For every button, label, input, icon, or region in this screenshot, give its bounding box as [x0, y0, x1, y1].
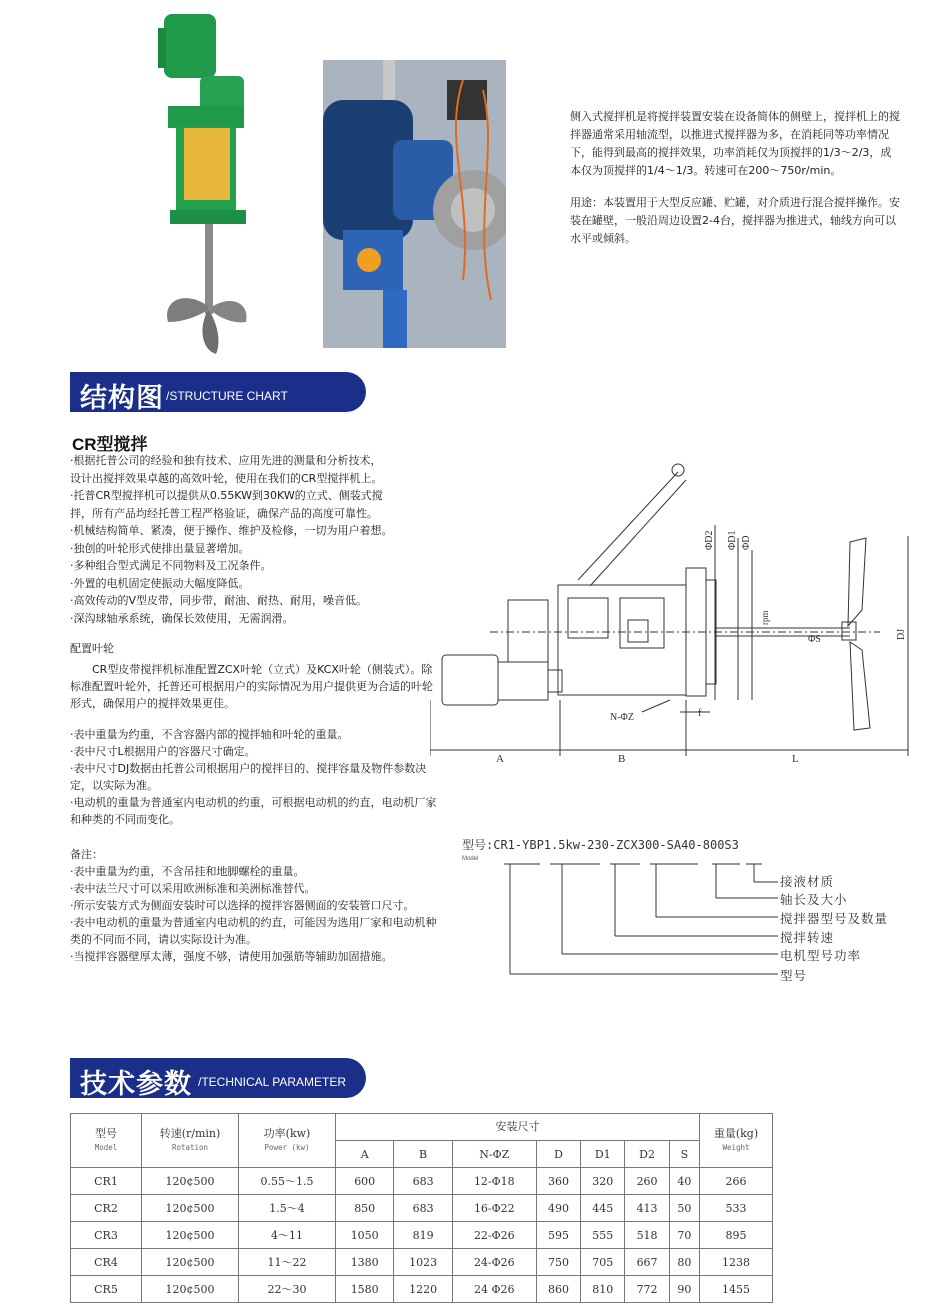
table-cell: 24-Φ26	[452, 1249, 536, 1276]
table-cell: 533	[700, 1195, 773, 1222]
note-item: ·表中尺寸DJ数据由托普公司根据用户的搅拌目的、搅拌容量及物件参数决定，以实际为准。	[70, 762, 427, 792]
technical-parameter-subtitle: /TECHNICAL PARAMETER	[198, 1075, 347, 1089]
dim-d2-label: ΦD2	[704, 530, 715, 550]
impeller-title: 配置叶轮	[70, 642, 114, 655]
feature-item: ·多种组合型式满足不同物料及工况条件。	[70, 559, 272, 572]
header-dim: D	[536, 1141, 580, 1168]
table-cell: 810	[581, 1276, 625, 1303]
table-row	[71, 1249, 773, 1276]
table-cell: 772	[625, 1276, 669, 1303]
table-cell: CR3	[71, 1222, 142, 1249]
table-header-row	[71, 1114, 773, 1141]
feature-item: ·独创的叶轮形式使排出量显著增加。	[70, 541, 250, 555]
dim-f-label: f	[698, 708, 702, 719]
header-weight	[700, 1114, 773, 1168]
header-model-en: Model	[94, 1142, 118, 1152]
table-cell: 490	[536, 1195, 580, 1222]
table-cell: 555	[581, 1222, 625, 1249]
table-cell: 120¢500	[142, 1195, 239, 1222]
table-cell: 705	[581, 1249, 625, 1276]
note-item: ·表中重量为约重，不含吊挂和地脚螺栓的重量。	[70, 865, 305, 878]
intro-text	[570, 108, 900, 262]
feature-item: ·托普CR型搅拌机可以提供从0.55KW到30KW的立式、侧装式搅	[70, 489, 383, 502]
header-weight-cn: 重量(kg)	[713, 1126, 759, 1140]
header-rotation	[142, 1114, 239, 1168]
table-cell: 1023	[394, 1249, 452, 1276]
table-cell: 4～11	[239, 1222, 336, 1249]
table-cell: 40	[669, 1168, 699, 1195]
feature-item: ·机械结构简单、紧凑，便于操作、维护及检修，一切为用户着想。	[70, 524, 393, 537]
header-power-cn: 功率(kw)	[263, 1126, 311, 1140]
feature-item: 拌，所有产品均经托普工程严格验证，确保产品的高度可靠性。	[70, 506, 378, 520]
table-cell: 16-Φ22	[452, 1195, 536, 1222]
dim-d1-label: ΦD1	[727, 530, 738, 550]
table-cell: 895	[700, 1222, 773, 1249]
table-cell: 667	[625, 1249, 669, 1276]
header-dim: A	[336, 1141, 394, 1168]
table-cell: CR2	[71, 1195, 142, 1222]
dim-l-label: L	[792, 753, 799, 765]
table-cell: 120¢500	[142, 1276, 239, 1303]
table-cell: 80	[669, 1249, 699, 1276]
table-cell: 24 Φ26	[452, 1276, 536, 1303]
note-item: ·电动机的重量为普通室内电动机的约重，可根据电动机的约直，电动机厂家和种类的不同而变化。	[70, 796, 437, 826]
feature-item: ·根据托普公司的经验和独有技术、应用先进的测量和分析技术，	[70, 454, 382, 467]
table-cell: 1220	[394, 1276, 452, 1303]
table-cell: 120¢500	[142, 1168, 239, 1195]
legend-item: 轴长及大小	[780, 892, 848, 907]
table-cell: 22～30	[239, 1276, 336, 1303]
table-cell: 445	[581, 1195, 625, 1222]
header-rotation-cn: 转速(r/min)	[159, 1126, 221, 1140]
table-cell: 1455	[700, 1276, 773, 1303]
cr-title: CR型搅拌	[72, 435, 148, 454]
mixer-photo	[150, 10, 250, 355]
notes-section-1	[70, 726, 440, 828]
table-cell: 1380	[336, 1249, 394, 1276]
table-cell: 518	[625, 1222, 669, 1249]
impeller-section	[70, 640, 440, 712]
table-cell: 260	[625, 1168, 669, 1195]
structure-chart-subtitle: /STRUCTURE CHART	[166, 389, 288, 403]
model-code: 型号:CR1-YBP1.5kw-230-ZCX300-SA40-800S3	[462, 838, 739, 852]
header-dim: D1	[581, 1141, 625, 1168]
table-row	[71, 1168, 773, 1195]
impeller-text: CR型皮带搅拌机标准配置ZCX叶轮（立式）及KCX叶轮（侧装式）。除标准配置叶轮外，托普还可根据用户的实际情况为用户提供更为合适的叶轮形式，确保用户的搅拌效果更佳。	[70, 663, 433, 710]
legend-item: 搅拌转速	[780, 930, 835, 945]
table-cell: 850	[336, 1195, 394, 1222]
table-cell: 266	[700, 1168, 773, 1195]
feature-item: 设计出搅拌效果卓越的高效叶轮，使用在我们的CR型搅拌机上。	[70, 471, 383, 485]
legend-item: 电机型号功率	[780, 948, 862, 963]
dim-a-label: A	[496, 753, 504, 765]
table-cell: 600	[336, 1168, 394, 1195]
table-cell: 11～22	[239, 1249, 336, 1276]
legend-item: 型号	[780, 968, 808, 983]
dim-d-label: ΦD	[741, 535, 752, 550]
dim-b-label: B	[618, 753, 626, 765]
rpm-label: rpm	[760, 610, 770, 625]
intro-paragraph-1: 侧入式搅拌机是将搅拌装置安装在设备简体的侧壁上，搅拌机上的搅拌器通常采用轴流型，以推进式搅拌器为多，在消耗同等功率情况下，能得到最高的搅拌效果，功率消耗仅为顶搅拌的1/3～2/3，成本仅为顶搅拌的1/4～1/3。转速可在200～750r/min。	[570, 110, 900, 177]
note-item: ·表中重量为约重，不含容器内部的搅拌轴和叶轮的重量。	[70, 728, 349, 741]
header-dim: B	[394, 1141, 452, 1168]
table-cell: 1050	[336, 1222, 394, 1249]
note-item: ·当搅拌容器壁厚太薄，强度不够，请使用加强筋等辅助加固措施。	[70, 950, 393, 963]
table-cell: 90	[669, 1276, 699, 1303]
note-item: ·表中法兰尺寸可以采用欧洲标准和美洲标准替代。	[70, 882, 316, 895]
model-code-en: Model	[462, 856, 479, 862]
notes-section-2	[70, 846, 440, 965]
notes-title: 备注：	[70, 848, 103, 861]
header-power-en: Power (kw)	[264, 1142, 310, 1152]
header-model	[71, 1114, 142, 1168]
table-cell: 595	[536, 1222, 580, 1249]
feature-item: ·深沟球轴承系统，确保长效使用，无需润滑。	[70, 611, 294, 625]
feature-item: ·外置的电机固定使振动大幅度降低。	[70, 576, 250, 590]
table-cell: 70	[669, 1222, 699, 1249]
dim-s-label: ΦS	[808, 634, 821, 645]
table-cell: CR4	[71, 1249, 142, 1276]
table-cell: 819	[394, 1222, 452, 1249]
table-cell: 360	[536, 1168, 580, 1195]
note-item: ·表中尺寸L根据用户的容器尺寸确定。	[70, 745, 256, 758]
table-cell: 320	[581, 1168, 625, 1195]
header-rotation-en: Rotation	[171, 1142, 209, 1152]
table-row	[71, 1222, 773, 1249]
table-cell: 120¢500	[142, 1222, 239, 1249]
table-cell: 1580	[336, 1276, 394, 1303]
table-cell: 683	[394, 1168, 452, 1195]
feature-item: ·高效传动的V型皮带，同步带，耐油、耐热、耐用，噪音低。	[70, 594, 368, 607]
legend-item: 搅拌器型号及数量	[780, 911, 889, 926]
table-cell: 0.55～1.5	[239, 1168, 336, 1195]
note-item: ·表中电动机的重量为普通室内电动机的约直，可能因为选用厂家和电动机种类的不同而不同，请以实际设计为准。	[70, 916, 437, 946]
installation-photo	[323, 60, 506, 348]
table-cell: 1238	[700, 1249, 773, 1276]
table-cell: 413	[625, 1195, 669, 1222]
table-cell: 50	[669, 1195, 699, 1222]
header-weight-en: Weight	[722, 1142, 750, 1152]
note-item: ·所示安装方式为侧面安装时可以选择的搅拌容器侧面的安装管口尺寸。	[70, 899, 415, 912]
structure-drawing	[430, 450, 920, 770]
table-cell: 860	[536, 1276, 580, 1303]
technical-parameter-title: 技术参数	[80, 1069, 192, 1100]
table-cell: 683	[394, 1195, 452, 1222]
header-power	[239, 1114, 336, 1168]
table-cell: 750	[536, 1249, 580, 1276]
table-cell: 12-Φ18	[452, 1168, 536, 1195]
header-dim: S	[669, 1141, 699, 1168]
header-dim: D2	[625, 1141, 669, 1168]
dim-dj-label: DJ	[896, 628, 907, 640]
table-row	[71, 1195, 773, 1222]
table-cell: 22-Φ26	[452, 1222, 536, 1249]
table-cell: CR5	[71, 1276, 142, 1303]
header-model-cn: 型号	[95, 1126, 117, 1140]
header-dim: N-ΦZ	[452, 1141, 536, 1168]
dim-nz-label: N-ΦZ	[610, 712, 634, 723]
structure-chart-title: 结构图	[80, 383, 164, 414]
legend-item: 接液材质	[780, 874, 835, 889]
table-cell: 120¢500	[142, 1249, 239, 1276]
table-cell: 1.5～4	[239, 1195, 336, 1222]
feature-list	[70, 452, 440, 627]
parameter-table	[70, 1113, 773, 1303]
model-code-leaders	[500, 862, 780, 982]
table-cell: CR1	[71, 1168, 142, 1195]
header-dimensions: 安装尺寸	[336, 1114, 700, 1141]
table-row	[71, 1276, 773, 1303]
intro-paragraph-2: 用途：本装置用于大型反应罐、贮罐，对介质进行混合搅拌操作。安装在罐壁，一般沿周边设置2-4台，搅拌器为推进式，轴线方向可以水平或倾斜。	[570, 196, 900, 245]
